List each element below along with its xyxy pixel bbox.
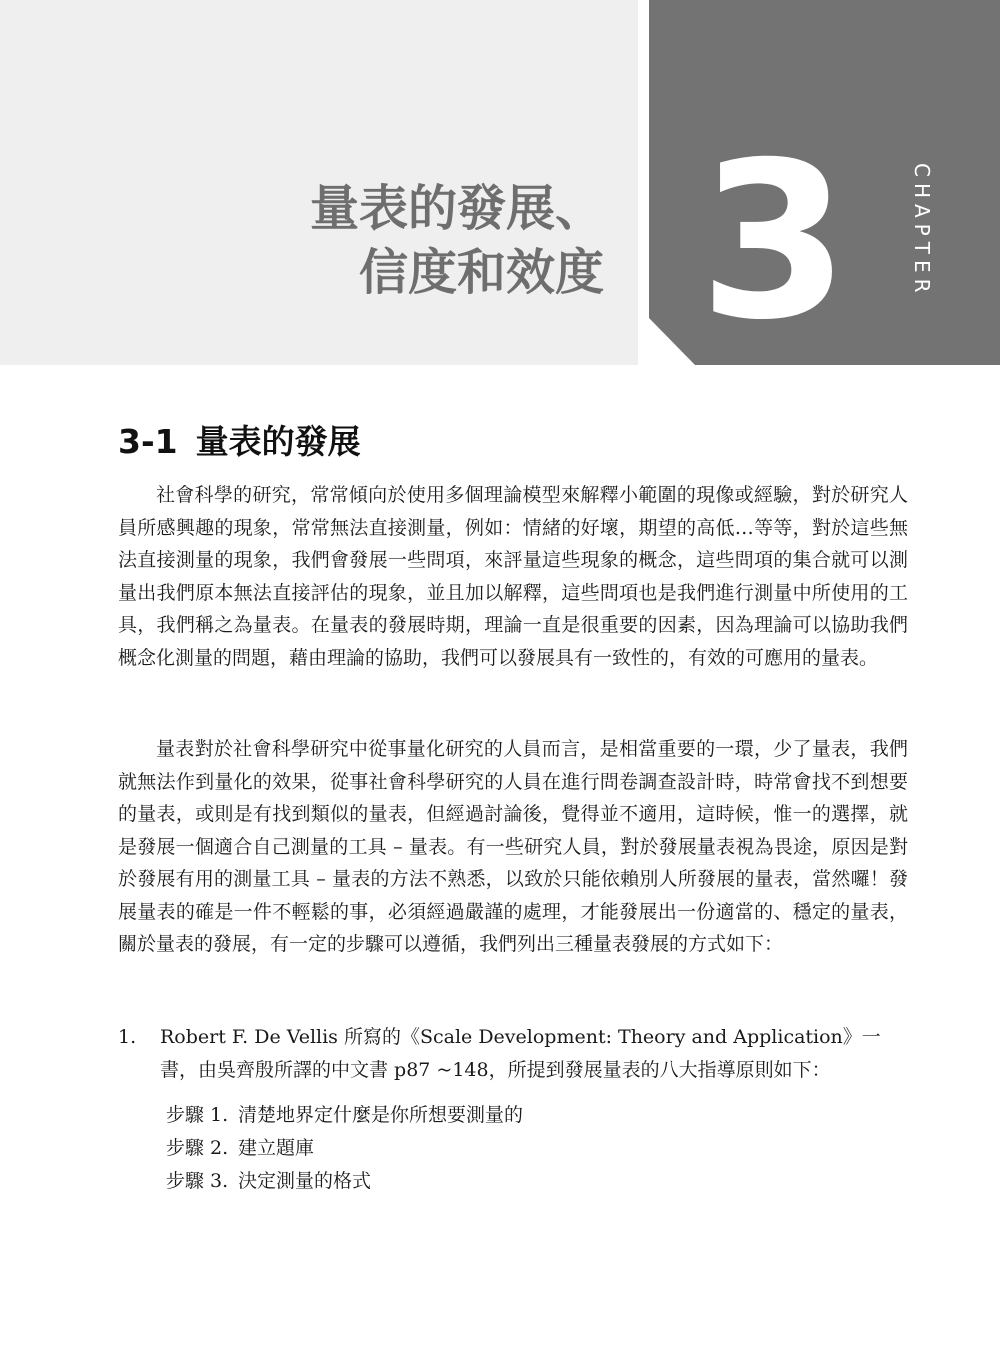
chapter-number: 3 bbox=[698, 116, 850, 367]
body-paragraph-1: 社會科學的研究，常常傾向於使用多個理論模型來解釋小範圍的現像或經驗，對於研究人員所感興趣的現象，常常無法直接測量，例如：情緒的好壞，期望的高低…等等，對於這些無法直接測量的現象，我們會發展一些問項，來評量這些現象的概念，這些問項的集合就可以測量出我們原本無法直接評估的現象，並且加以解釋，這些問項也是我們進行測量中所使用的工具，我們稱之為量表。在量表的發展時期，理論一直是很重要的因素，因為理論可以協助我們概念化測量的問題，藉由理論的協助，我們可以發展具有一致性的，有效的可應用的量表。 bbox=[118, 484, 908, 669]
section-number: 3-1 bbox=[118, 422, 178, 461]
chapter-label: CHAPTER bbox=[910, 163, 934, 299]
step-text: 建立題庫 bbox=[238, 1137, 315, 1159]
step-text: 清楚地界定什麼是你所想要測量的 bbox=[238, 1104, 524, 1126]
chapter-title-line-1: 量表的發展、 bbox=[309, 179, 604, 237]
step-label: 步驟 2. bbox=[166, 1137, 229, 1159]
section-heading bbox=[118, 419, 361, 465]
step-item bbox=[166, 1099, 523, 1132]
list-item-text: Robert F. De Vellis 所寫的《Scale Development: Theory and Application》一書，由吳齊殷所譯的中文書 p87 ~148，所提到發展量表的八大指導原則如下： bbox=[160, 1026, 881, 1081]
step-list bbox=[166, 1099, 523, 1198]
step-item bbox=[166, 1132, 523, 1165]
step-item bbox=[166, 1165, 523, 1198]
chapter-title-line-2: 信度和效度 bbox=[358, 243, 604, 301]
list-item bbox=[118, 1021, 908, 1087]
step-label: 步驟 3. bbox=[166, 1170, 229, 1192]
list-marker: 1. bbox=[118, 1026, 137, 1048]
step-text: 決定測量的格式 bbox=[238, 1170, 372, 1192]
section-title: 量表的發展 bbox=[195, 422, 361, 461]
step-label: 步驟 1. bbox=[166, 1104, 229, 1126]
chapter-title bbox=[0, 176, 604, 304]
body-paragraph-2: 量表對於社會科學研究中從事量化研究的人員而言，是相當重要的一環，少了量表，我們就無法作到量化的效果，從事社會科學研究的人員在進行問卷調查設計時，時常會找不到想要的量表，或則是有找到類似的量表，但經過討論後，覺得並不適用，這時候，惟一的選擇，就是發展一個適合自己測量的工具 – 量表。有一些研究人員，對於發展量表視為畏途，原因是對於發展有用的測量工具 – 量表的方法不熟悉，以致於只能依賴別人所發展的量表，當然囉！發展量表的確是一件不輕鬆的事，必須經過嚴謹的處理，才能發展出一份適當的、穩定的量表，關於量表的發展，有一定的步驟可以遵循，我們列出三種量表發展的方式如下： bbox=[118, 738, 908, 955]
